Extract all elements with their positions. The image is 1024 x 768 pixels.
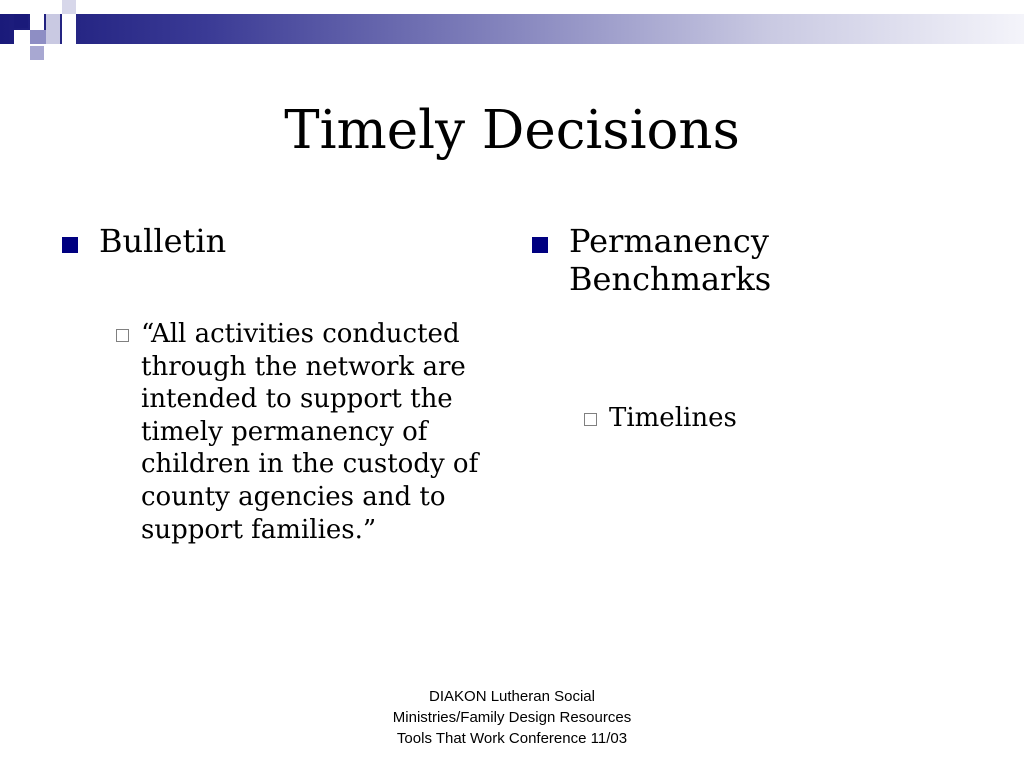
slide-title: Timely Decisions (284, 100, 740, 161)
header-decor-square (30, 14, 44, 30)
bullet-text: Bulletin (99, 222, 227, 260)
bullet-text: Permanency Benchmarks (569, 222, 772, 298)
header-decor-square (14, 14, 28, 28)
bullet-item (62, 222, 482, 260)
sub-bullet-square-icon (584, 413, 597, 426)
footer-line: Ministries/Family Design Resources (392, 709, 632, 726)
right-column (532, 222, 952, 435)
footer-line: DIAKON Lutheran Social (429, 688, 595, 705)
sub-bullet-item (584, 402, 952, 435)
header-decor-square (46, 14, 60, 44)
header-decor-square (30, 30, 46, 44)
header-decor-square (62, 0, 76, 14)
slide-footer (362, 686, 662, 749)
sub-bullet-text: “All activities conducted through the network are intended to support the timely permanency of children in the custody of county agencies and to support families.” (141, 319, 479, 545)
footer-line: Tools That Work Conference 11/03 (396, 730, 628, 747)
bullet-square-icon (62, 237, 78, 253)
bullet-square-icon (532, 237, 548, 253)
header-decor-square (14, 30, 30, 44)
left-column (62, 222, 482, 546)
header-gradient-band (0, 14, 1024, 44)
header-decor-square (62, 14, 76, 44)
bullet-item (532, 222, 952, 298)
sub-bullet-text: Timelines (609, 403, 737, 433)
sub-bullet-square-icon (116, 329, 129, 342)
header-decor-square (30, 46, 44, 60)
header-decor-square (30, 0, 44, 14)
sub-bullet-item (116, 318, 482, 546)
